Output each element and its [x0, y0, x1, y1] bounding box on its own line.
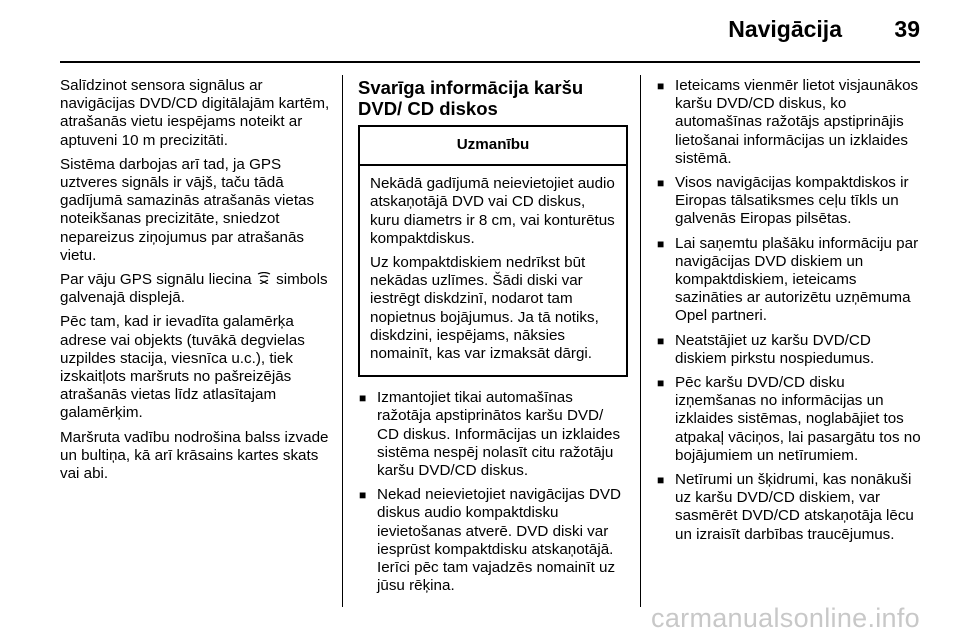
watermark: carmanualsonline.info: [651, 603, 920, 633]
list-item: [358, 486, 628, 595]
list-item-text: Pēc karšu DVD/CD disku izņemšanas no informācijas un izklaides sistēmas, noglabājiet tos atpakaļ vāciņos, lai pasargātu tos no bojājumiem un netīrumiem.: [675, 374, 921, 464]
list-item: [656, 374, 926, 465]
column-middle: [358, 77, 628, 601]
caution-box: [358, 125, 628, 377]
column-left: [60, 77, 335, 489]
bullet-square-icon: ■: [657, 473, 665, 488]
bullet-square-icon: ■: [657, 376, 665, 391]
column-divider-1: [342, 75, 343, 607]
caution-paragraph-2: Uz kompaktdiskiem nedrīkst būt nekādas uzlīmes. Šādi diski var iestrēgt diskdzinī, nodarot tam nopietnus bojājumus. Ja tā notiks, diskdzini, iespējams, nāksies nomainīt, kas var izmaksāt dārgi.: [370, 254, 599, 363]
list-item-text: Ieteicams vienmēr lietot visjaunākos karšu DVD/CD diskus, ko automašīnas ražotājs apstiprinājis lietošanai informācijas un izklaides sistēmā.: [675, 77, 919, 167]
list-item-text: Lai saņemtu plašāku informāciju par navigācijas DVD diskiem un kompaktdiskiem, ieteicams sazināties ar autorizētu uzņēmuma Opel partneri.: [675, 234, 919, 325]
page-title: Navigācija: [728, 16, 842, 42]
column-right: [656, 77, 926, 550]
bullet-square-icon: ■: [359, 488, 367, 503]
bullet-square-icon: ■: [657, 236, 665, 251]
list-item: [656, 174, 926, 229]
caution-body: [360, 166, 626, 375]
paragraph-weak-gps: Sistēma darbojas arī tad, ja GPS uztveres signāls ir vājš, taču tādā gadījumā samazinās atrašanās vietas noteikšanas precizitāte, sniedzot nepareizus ziņojumus par atrašanās vietu.: [60, 155, 315, 264]
list-item-text: Izmantojiet tikai automašīnas ražotāja apstiprinātos karšu DVD/ CD diskus. Informācijas un izklaides sistēma nespēj nolasīt citu ražotāju karšu DVD/CD diskus.: [377, 389, 621, 480]
list-item: [656, 471, 926, 544]
column-divider-2: [640, 75, 641, 607]
section-heading: Svarīga informācija karšu DVD/ CD diskos: [358, 77, 584, 119]
paragraph-gps-symbol-start: Par vāju GPS signālu liecina: [60, 271, 252, 289]
bullet-list-middle: [358, 389, 628, 595]
list-item: [656, 77, 926, 168]
list-item: [358, 389, 628, 480]
caution-paragraph-1: Nekādā gadījumā neievietojiet audio atskaņotājā DVD vai CD diskus, kuru diametrs ir 8 cm, vai konturētus kompaktdiskus.: [370, 175, 615, 247]
header-rule: [60, 61, 920, 63]
list-item-text: Nekad neievietojiet navigācijas DVD diskus audio kompaktdisku ievietošanas atverē. DVD diski var iesprūst kompaktdisku atskaņotājā. Ierīci pēc tam vajadzēs nomainīt uz jūsu rēķina.: [377, 486, 621, 595]
gps-weak-signal-icon: [256, 271, 272, 289]
bullet-square-icon: ■: [657, 333, 665, 348]
list-item-text: Neatstājiet uz karšu DVD/CD diskiem pirkstu nospiedumus.: [675, 331, 875, 367]
paragraph-sensor: Salīdzinot sensora signālus ar navigācijas DVD/CD digitālajām kartēm, atrašanās vietu iespējams noteikt ar aptuveni 10 m precizitāti.: [60, 77, 330, 149]
list-item: [656, 235, 926, 326]
paragraph-route-guidance: Maršruta vadību nodrošina balss izvade un bultiņa, kā arī krāsains kartes skats vai abi.: [60, 428, 329, 483]
bullet-square-icon: ■: [657, 79, 665, 93]
page-header: [0, 0, 960, 50]
caution-title: Uzmanību: [360, 127, 626, 166]
list-item: [656, 332, 926, 368]
paragraph-gps-symbol: [60, 271, 335, 307]
list-item-text: Netīrumi un šķidrumi, kas nonākuši uz karšu DVD/CD diskiem, var sasmērēt DVD/CD atskaņotāja lēcu un izraisīt darbības traucējumus.: [675, 471, 914, 543]
list-item-text: Visos navigācijas kompaktdiskos ir Eiropas tālsatiksmes ceļu tīkls un galvenās Eiropas pilsētas.: [675, 174, 909, 228]
bullet-list-right: [656, 77, 926, 544]
page-number: 39: [894, 16, 920, 42]
paragraph-route-calc: Pēc tam, kad ir ievadīta galamērķa adrese vai objekts (tuvākā degvielas uzpildes stacija, viesnīca u.c.), tiek izskaitļots maršruts no pašreizējās atrašanās vietas līdz atlasītajam galamērķim.: [60, 313, 305, 422]
bullet-square-icon: ■: [657, 176, 665, 191]
bullet-square-icon: ■: [359, 391, 367, 406]
paragraph-gps-symbol-end: simbols galvenajā displejā.: [60, 271, 328, 307]
